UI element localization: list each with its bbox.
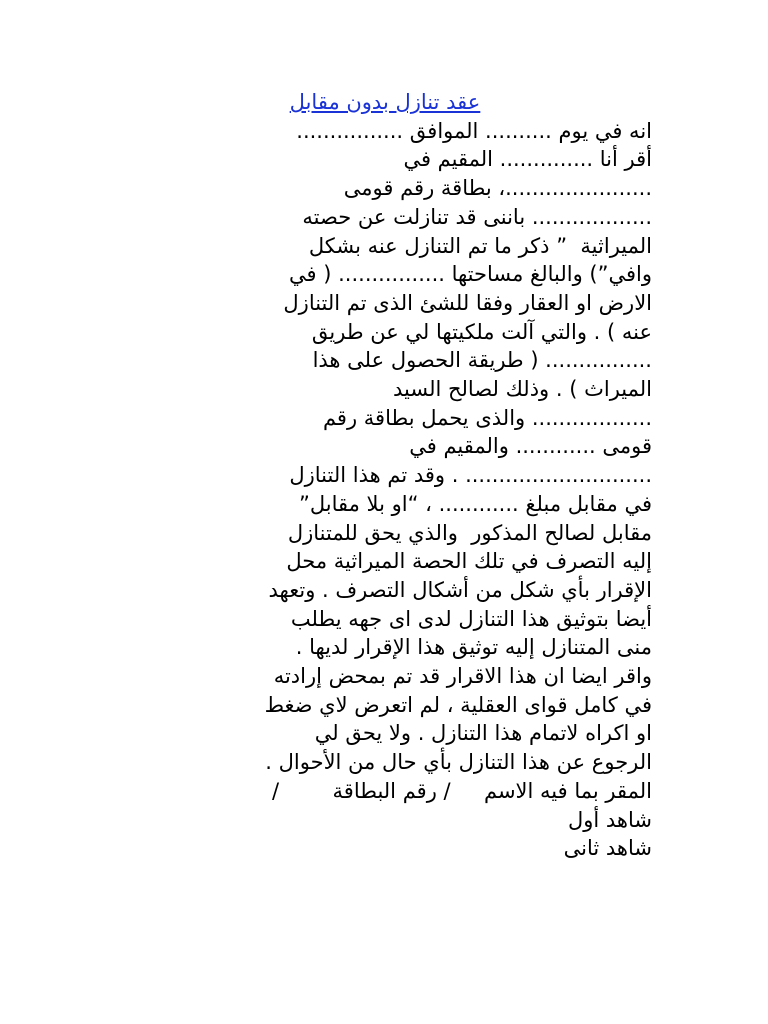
first-witness-line: شاهد أول	[568, 807, 652, 832]
document-line: ............................ . وقد تم هذا التنازل	[289, 463, 652, 488]
title-row	[118, 88, 652, 117]
document-line: في كامل قواى العقلية ، لم اتعرض لاي ضغط	[264, 692, 652, 717]
signature-line: المقر بما فيه الاسم / رقم البطاقة /	[272, 778, 652, 803]
document-line: منى المتنازل إليه توثيق هذا الإقرار لديها .	[295, 635, 652, 660]
document-line: في مقابل مبلغ ............ ، “او بلا مقابل”	[298, 491, 652, 516]
document-line: وافي”) والبالغ مساحتها ................ ( في	[289, 262, 652, 287]
document-line: الميراثية ” ذكر ما تم التنازل عنه بشكل	[308, 233, 652, 258]
document-body	[118, 88, 652, 863]
second-witness-line: شاهد ثانى	[563, 836, 652, 861]
document-line: الإقرار بأي شكل من أشكال التصرف . وتعهد	[268, 577, 652, 602]
document-line: مقابل لصالح المذكور والذي يحق للمتنازل	[287, 520, 652, 545]
document-line: أقر أنا .............. المقيم في	[403, 147, 652, 172]
document-line: قومى ............ والمقيم في	[409, 434, 652, 459]
document-line: .................. باننى قد تنازلت عن حصته	[302, 204, 652, 229]
document-line: إليه التصرف في تلك الحصة الميراثية محل	[286, 549, 652, 574]
document-line: الرجوع عن هذا التنازل بأي حال من الأحوال .	[265, 750, 652, 775]
document-line: الارض او العقار وفقا للشئ الذى تم التنازل	[283, 290, 652, 315]
document-line: واقر ايضا ان هذا الاقرار قد تم بمحض إرادته	[273, 664, 652, 689]
document-line: .................. والذى يحمل بطاقة رقم	[322, 405, 652, 430]
document-line: الميراث ) . وذلك لصالح السيد	[392, 377, 652, 402]
document-line: انه في يوم .......... الموافق ................	[296, 118, 652, 143]
document-line: عنه ) . والتي آلت ملكيتها لي عن طريق	[311, 319, 652, 344]
document-line: ......................، بطاقة رقم قومى	[343, 176, 652, 201]
document-line: أيضا بتوثيق هذا التنازل لدى اى جهه يطلب	[290, 606, 652, 631]
document-title-link[interactable]: عقد تنازل بدون مقابل	[289, 90, 481, 114]
document-line: ................ ( طريقة الحصول على هذا	[312, 348, 652, 373]
document-line: او اكراه لاتمام هذا التنازل . ولا يحق لي	[314, 721, 652, 746]
